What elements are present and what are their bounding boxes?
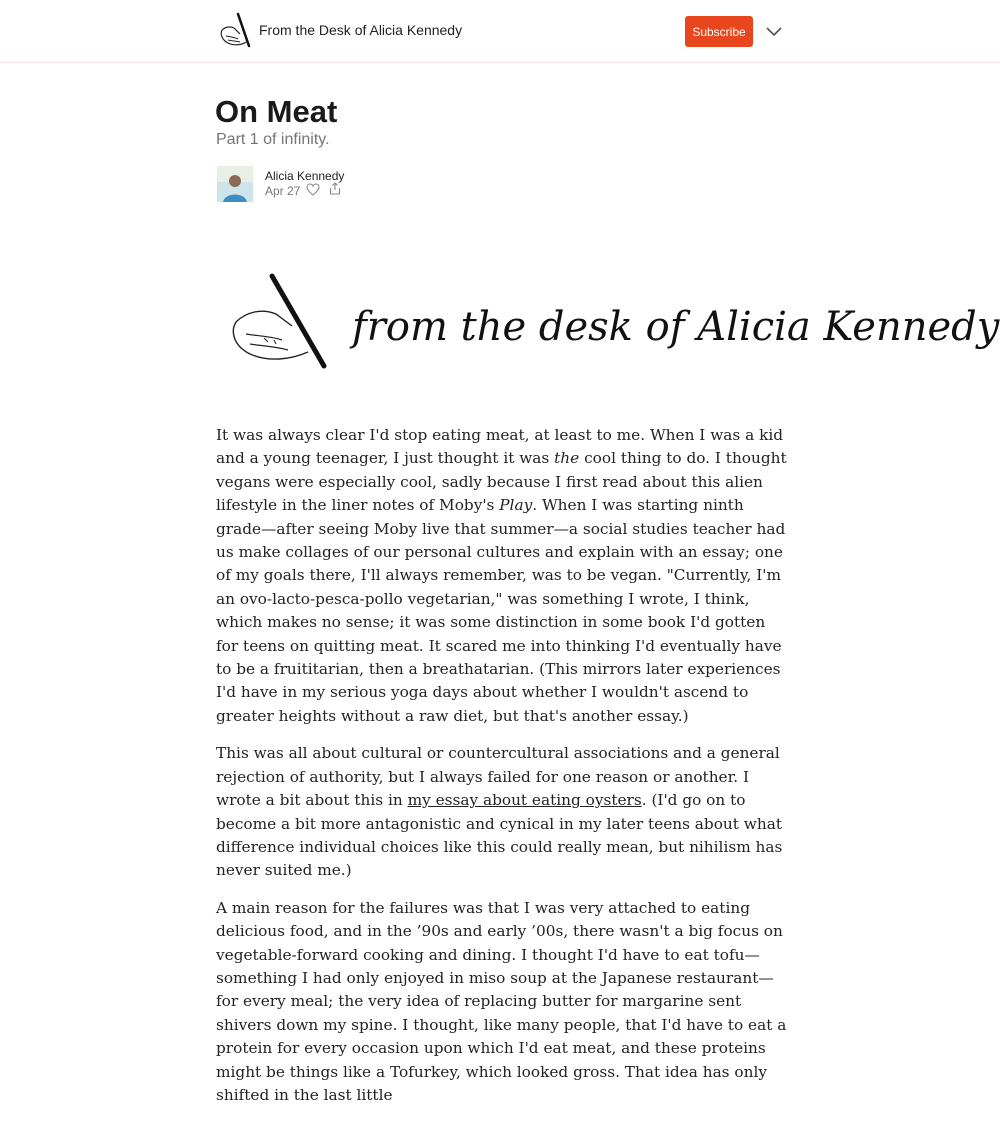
banner-text: from the desk of Alicia Kennedy — [352, 304, 1000, 350]
top-navigation-bar — [0, 0, 1000, 63]
header-banner-image — [216, 266, 1000, 374]
article-paragraph-2: This was all about cultural or countercultural associations and a general rejection of authority, but I always failed for one reason or another. I wrote a bit about this in my essay about eating oysters. (I'd go on to become a bit more antagonistic and cynical in my later teens about what difference individual choices like this could really mean, but nihilism has never suited me.) — [216, 744, 783, 880]
author-avatar[interactable] — [217, 166, 253, 202]
share-icon[interactable] — [329, 182, 341, 195]
post-subtitle: Part 1 of infinity. — [216, 131, 330, 148]
article-paragraph-1: It was always clear I'd stop eating meat, at least to me. When I was a kid and a young teenager, I just thought it was the cool thing to do. I thought vegans were especially cool, sadly because I first read about this alien lifestyle in the liner notes of Moby's Play. When I was starting ninth grade—after seeing Moby live that summer—a social studies teacher had us make collages of our personal cultures and explain with an essay; one of my goals there, I'll always remember, was to be vegan. "Currently, I'm an ovo-lacto-pesca-pollo vegetarian," was something I wrote, I think, which makes no sense; it was some distinction in some book I'd gotten for teens on quitting meat. It scared me into thinking I'd eventually have to be a fruititarian, then a breathatarian. (This mirrors later experiences I'd have in my serious yoga days about whether I wouldn't ascend to greater heights without a raw diet, but that's another essay.) — [216, 426, 787, 725]
post-title: On Meat — [215, 94, 338, 129]
post-date: Apr 27 — [265, 184, 301, 198]
oysters-essay-link[interactable]: my essay about eating oysters — [407, 791, 642, 810]
author-name[interactable]: Alicia Kennedy — [265, 169, 345, 183]
subscribe-button[interactable]: Subscribe — [685, 16, 753, 47]
publication-name[interactable]: From the Desk of Alicia Kennedy — [259, 22, 463, 38]
chevron-down-icon[interactable] — [765, 24, 783, 38]
article-paragraph-3: A main reason for the failures was that I was very attached to eating delicious food, and in the ’90s and early ’00s, there wasn't a big focus on vegetable-forward cooking and dining. I thought I'd have to eat tofu—something I had only enjoyed in miso soup at the Japanese restaurant—for every meal; the very idea of replacing butter for margarine sent shivers down my spine. I thought, like many people, that I'd have to eat a protein for every occasion upon which I'd eat meat, and these proteins might be things like a Tofurkey, which looked gross. That idea has only shifted in the last little — [216, 898, 787, 1104]
article-body — [216, 424, 788, 1121]
hand-pen-logo-icon[interactable] — [216, 12, 252, 50]
heart-icon[interactable] — [306, 183, 320, 196]
